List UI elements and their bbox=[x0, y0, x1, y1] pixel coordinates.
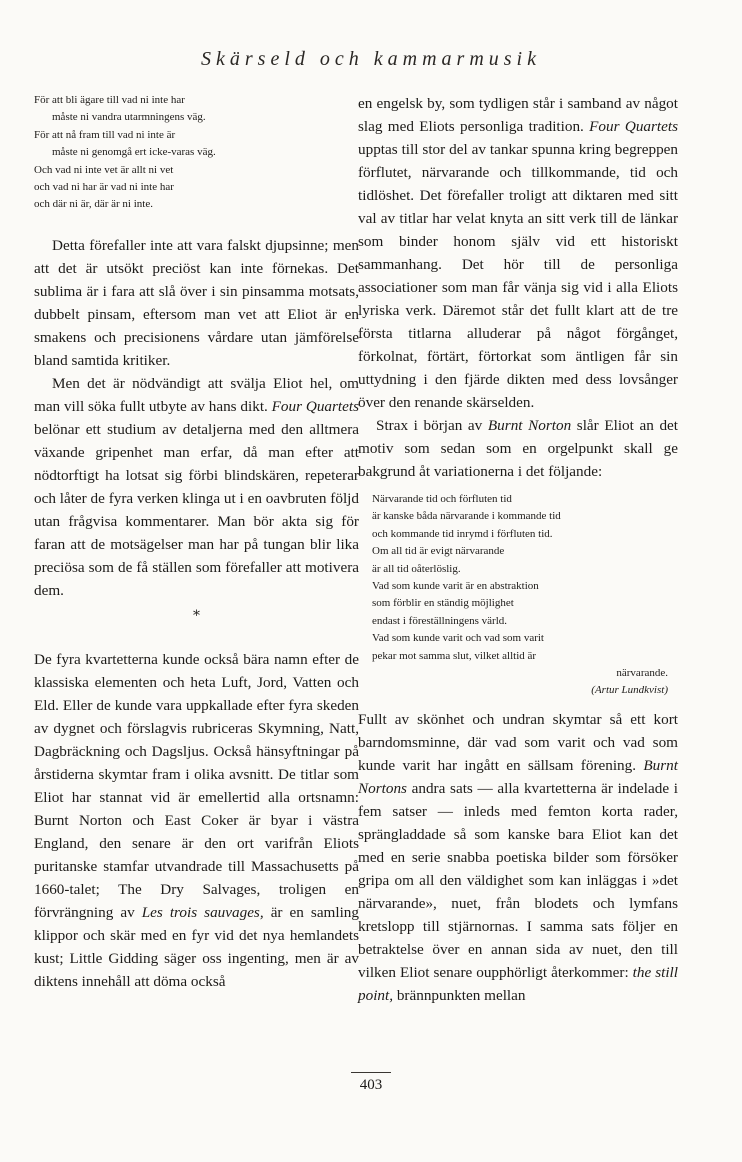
italic-phrase: the still point, bbox=[358, 963, 678, 1004]
poem-excerpt-right bbox=[372, 491, 678, 700]
italic-title: Les trois sauvages, bbox=[141, 903, 264, 921]
poem-line: som förblir en ständig möjlighet bbox=[372, 597, 514, 610]
text-span: andra sats — alla kvartetterna är indelade i fem satser — inleds med femton korta rader, sprängladdade så som kanske bara Eliot kan det med en serie snabba poetiska bilder som försöker gripa om all den väldighet som kan inläggas i »det närvarande», nuet, från blodets och lymfans kretslopp till stjärnornas. I samma sats följer en betraktelse över en annan sida av nuet, den till vilken Eliot senare oupphörligt återkommer: bbox=[358, 779, 678, 981]
right-column bbox=[358, 92, 678, 1007]
poem-line: pekar mot samma slut, vilket alltid är bbox=[372, 649, 537, 662]
paragraph-preciost: Detta förefaller inte att vara falskt djupsinne; men att det är utsökt preciöst kan inte förnekas. Det sublima är i fara att slå över i sin pinsamma motsats, dubbelt pinsam, eftersom man vet att Eliot är en smakens och precisionens vårdare utan jämförelse bland samtida kritiker. bbox=[34, 236, 359, 369]
paragraph-barndomsminne bbox=[358, 708, 678, 1007]
text-span: brännpunkten mellan bbox=[393, 986, 526, 1004]
text-span: slår Eliot an det motiv som sedan som en orgelpunkt skall ge bakgrund åt variationerna i det följande: bbox=[358, 417, 678, 480]
poem-line: måste ni vandra utarmningens väg. bbox=[52, 111, 206, 124]
text-span: är en samling klippor och skär med en fyr vid det nya hemlandets kust; Little Gidding säger oss ingenting, men är av diktens innehåll att döma också bbox=[34, 903, 359, 990]
italic-title: Four Quartets bbox=[271, 397, 360, 415]
poem-line: och kommande tid inrymd i förfluten tid. bbox=[372, 527, 553, 540]
poem-line: närvarande. bbox=[616, 667, 668, 680]
poem-line: endast i föreställningens värld. bbox=[372, 614, 508, 627]
text-span: Fullt av skönhet och undran skymtar så ett kort barndomsminne, där vad som varit och vad som kunde varit har ingått en sällsam förening. bbox=[358, 710, 678, 774]
text-span: upptas till stor del av tankar spunna kring begreppen förflutet, närvarande och tillkommande, tid och tidlöshet. Det förefaller troligt att diktaren med sitt val av titlar har velat knyta an sitt verk till de länkar som binder honom själv vid ett historiskt sammanhang. Det hör till de personliga associationer som man får vänja sig vid i alla Eliots lyriska verk. Däremot står det fullt klart att de tre första titlarna alluderar på något förgånget, förkolnat, förtärt, förtorkat som äntligen får sin uttydning i den fjärde dikten med dess lovsånger över den renande skärselden. bbox=[358, 141, 678, 411]
text-span: en engelsk by, som tydligen står i samband av något slag med Eliots personliga tradition. bbox=[358, 95, 678, 135]
poem-line: För att nå fram till vad ni inte är bbox=[34, 128, 176, 141]
paragraph-engelsk-by bbox=[358, 92, 678, 414]
poem-line: är kanske båda närvarande i kommande tid bbox=[372, 510, 561, 523]
text-span: De fyra kvartetterna kunde också bära namn efter de klassiska elementen och heta Luft, Jord, Vatten och Eld. Eller de kunde vara uppkallade efter fyra skeden av dygnet och förslagvis rubriceras Skymning, Natt, Dagbräckning och Dagsljus. Också hänsyftningar på årstiderna skymtar fram i olika avsnitt. De titlar som Eliot har stannat vid är emellertid alla ortsnamn: Burnt Norton och East Coker är byar i västra England, den senare är den ort varifrån Eliots puritanske stamfar utvandrade till Massachusetts på 1660-talet; The Dry Salvages, troligen en förvrängning av bbox=[34, 650, 359, 921]
poem-excerpt-left bbox=[34, 92, 359, 214]
italic-title: Burnt Nortons bbox=[358, 756, 678, 797]
poem-line: Om all tid är evigt närvarande bbox=[372, 545, 505, 558]
poem-line: är all tid oåterlöslig. bbox=[372, 562, 461, 575]
poem-line: Och vad ni inte vet är allt ni vet bbox=[34, 163, 174, 176]
paragraph-kvartetterna bbox=[34, 648, 359, 993]
paragraph-svalja-eliot bbox=[34, 372, 359, 602]
running-title: Skärseld och kammarmusik bbox=[201, 48, 541, 70]
poem-line: och vad ni har är vad ni inte har bbox=[34, 181, 174, 194]
poem-line: Närvarande tid och förfluten tid bbox=[372, 493, 512, 505]
poem-line: För att bli ägare till vad ni inte har bbox=[34, 94, 185, 106]
text-span: Men det är nödvändigt att svälja Eliot hel, om man vill söka fullt utbyte av hans dikt. bbox=[34, 374, 359, 415]
text-span: belönar ett studium av detaljerna med den alltmera växande gripenhet man erfar, då man efter att nödtorftigt ha lotsat sig förbi blindskären, repeterar och låter de fyra verken klinga ut i en oavbruten följd utan frågvisa kommentarer. Man bör akta sig för faran att de motsägelser man har på tungan blir lika preciösa som de få ställen som förefaller att motivera dem. bbox=[34, 420, 359, 599]
poem-line: Vad som kunde varit är en abstraktion bbox=[372, 580, 539, 593]
italic-title: Burnt Norton bbox=[487, 417, 572, 434]
page-number: 403 bbox=[359, 1077, 383, 1093]
paragraph-burnt-norton bbox=[358, 414, 678, 483]
text-span: Strax i början av bbox=[376, 417, 488, 434]
poem-line: och där ni är, där är ni inte. bbox=[34, 198, 153, 211]
poem-line: måste ni genomgå ert icke-varas väg. bbox=[52, 146, 216, 159]
page-footer bbox=[0, 1072, 742, 1094]
footer-rule bbox=[351, 1072, 391, 1073]
italic-title: Four Quartets bbox=[589, 118, 679, 135]
section-separator: * bbox=[193, 607, 200, 624]
poem-line: Vad som kunde varit och vad som varit bbox=[372, 632, 544, 645]
translator-credit: (Artur Lundkvist) bbox=[591, 684, 668, 697]
left-column bbox=[34, 92, 359, 993]
